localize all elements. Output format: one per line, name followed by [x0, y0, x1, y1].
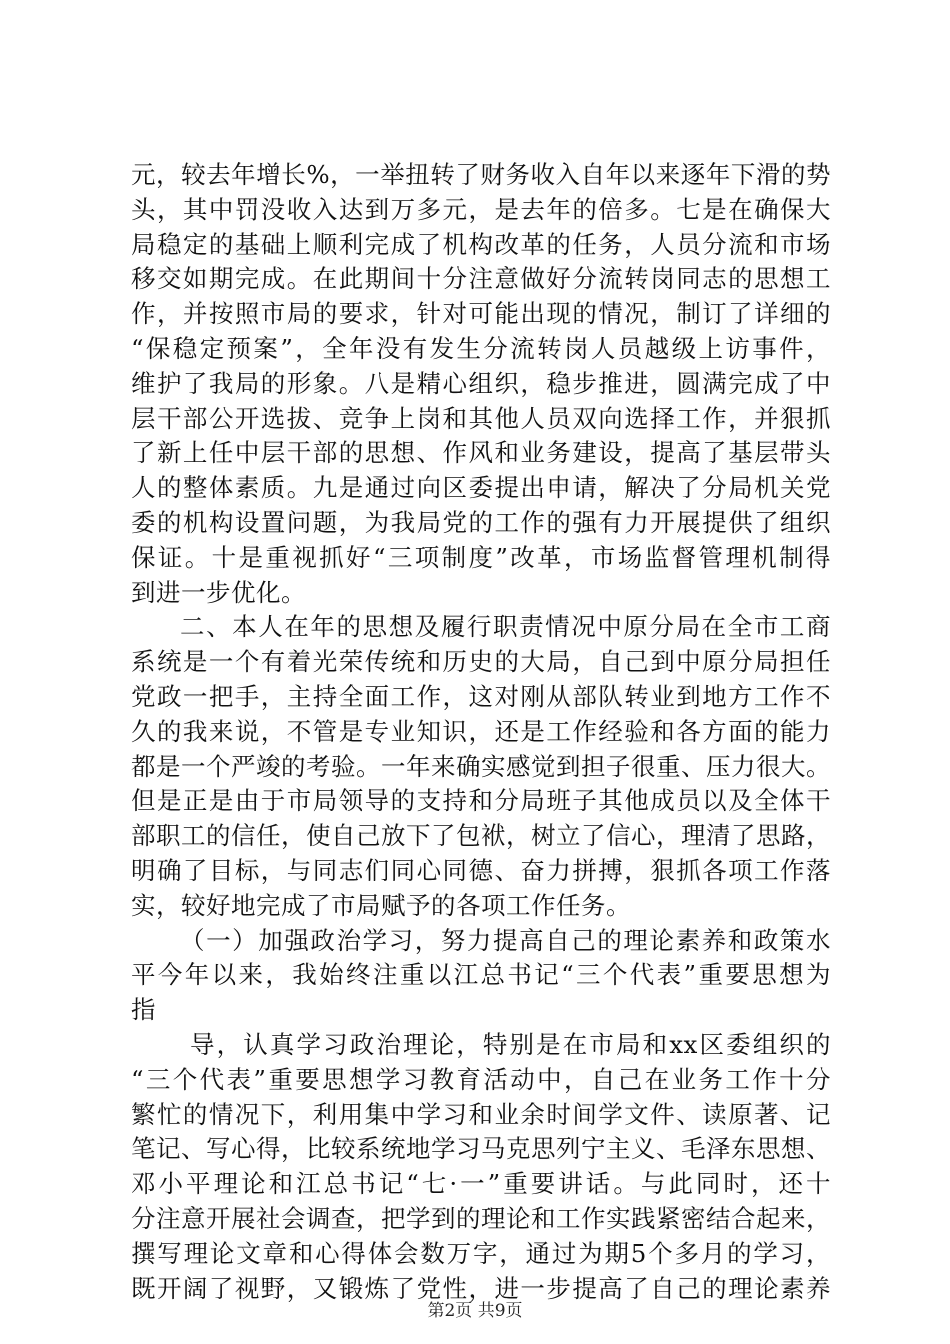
text-line: 邓小平理论和江总书记“七·一”重要讲话。与此同时，还十: [131, 1169, 831, 1199]
section-heading-line: （一）加强政治学习，努力提高自己的理论素养和政策水: [180, 925, 831, 955]
page-number-footer: 第2页 共9页: [427, 1301, 523, 1321]
text-line: 移交如期完成。在此期间十分注意做好分流转岗同志的思想工: [131, 264, 831, 294]
text-line: “三个代表”重要思想学习教育活动中，自己在业务工作十分: [131, 1064, 831, 1094]
text-line: 实，较好地完成了市局赋予的各项工作任务。: [131, 890, 631, 920]
text-line: 笔记、写心得，比较系统地学习马克思列宁主义、毛泽东思想、: [131, 1134, 831, 1164]
paragraph-start-line: 导，认真学习政治理论，特别是在市局和xx区委组织的: [190, 1029, 831, 1059]
text-line: 系统是一个有着光荣传统和历史的大局，自己到中原分局担任: [131, 647, 831, 677]
text-line: 党政一把手，主持全面工作，这对刚从部队转业到地方工作不: [131, 681, 831, 711]
text-line: 委的机构设置问题，为我局党的工作的强有力开展提供了组织: [131, 507, 831, 537]
text-line: 但是正是由于市局领导的支持和分局班子其他成员以及全体干: [131, 786, 831, 816]
document-body: [131, 158, 831, 1306]
text-line: 头，其中罚没收入达到万多元，是去年的倍多。七是在确保大: [131, 194, 831, 224]
text-line: 指: [131, 995, 156, 1025]
text-line: 都是一个严竣的考验。一年来确实感觉到担子很重、压力很大。: [131, 751, 831, 781]
text-line: 繁忙的情况下，利用集中学习和业余时间学文件、读原著、记: [131, 1099, 831, 1129]
text-line: “保稳定预案”，全年没有发生分流转岗人员越级上访事件，: [131, 333, 831, 363]
text-line: 平今年以来，我始终注重以江总书记“三个代表”重要思想为: [131, 960, 831, 990]
text-line: 久的我来说，不管是专业知识，还是工作经验和各方面的能力: [131, 716, 831, 746]
text-line: 撰写理论文章和心得体会数万字，通过为期5个多月的学习，: [131, 1238, 831, 1268]
text-line: 到进一步优化。: [131, 577, 306, 607]
paragraph-start-line: 二、本人在年的思想及履行职责情况中原分局在全市工商: [180, 612, 831, 642]
text-line: 既开阔了视野，又锻炼了党性，进一步提高了自己的理论素养: [131, 1273, 831, 1303]
text-line: 了新上任中层干部的思想、作风和业务建设，提高了基层带头: [131, 438, 831, 468]
text-line: 分注意开展社会调查，把学到的理论和工作实践紧密结合起来，: [131, 1203, 831, 1233]
text-line: 人的整体素质。九是通过向区委提出申请，解决了分局机关党: [131, 473, 831, 503]
text-line: 局稳定的基础上顺利完成了机构改革的任务，人员分流和市场: [131, 229, 831, 259]
text-line: 明确了目标，与同志们同心同德、奋力拼搏，狠抓各项工作落: [131, 855, 831, 885]
text-line: 作，并按照市局的要求，针对可能出现的情况，制订了详细的: [131, 299, 831, 329]
text-line: 维护了我局的形象。八是精心组织，稳步推进，圆满完成了中: [131, 368, 831, 398]
text-line: 层干部公开选拔、竞争上岗和其他人员双向选择工作，并狠抓: [131, 403, 831, 433]
text-line: 保证。十是重视抓好“三项制度”改革，市场监督管理机制得: [131, 542, 831, 572]
text-line: 元，较去年增长%，一举扭转了财务收入自年以来逐年下滑的势: [131, 160, 831, 189]
text-line: 部职工的信任，使自己放下了包袱，树立了信心，理清了思路，: [131, 821, 831, 851]
